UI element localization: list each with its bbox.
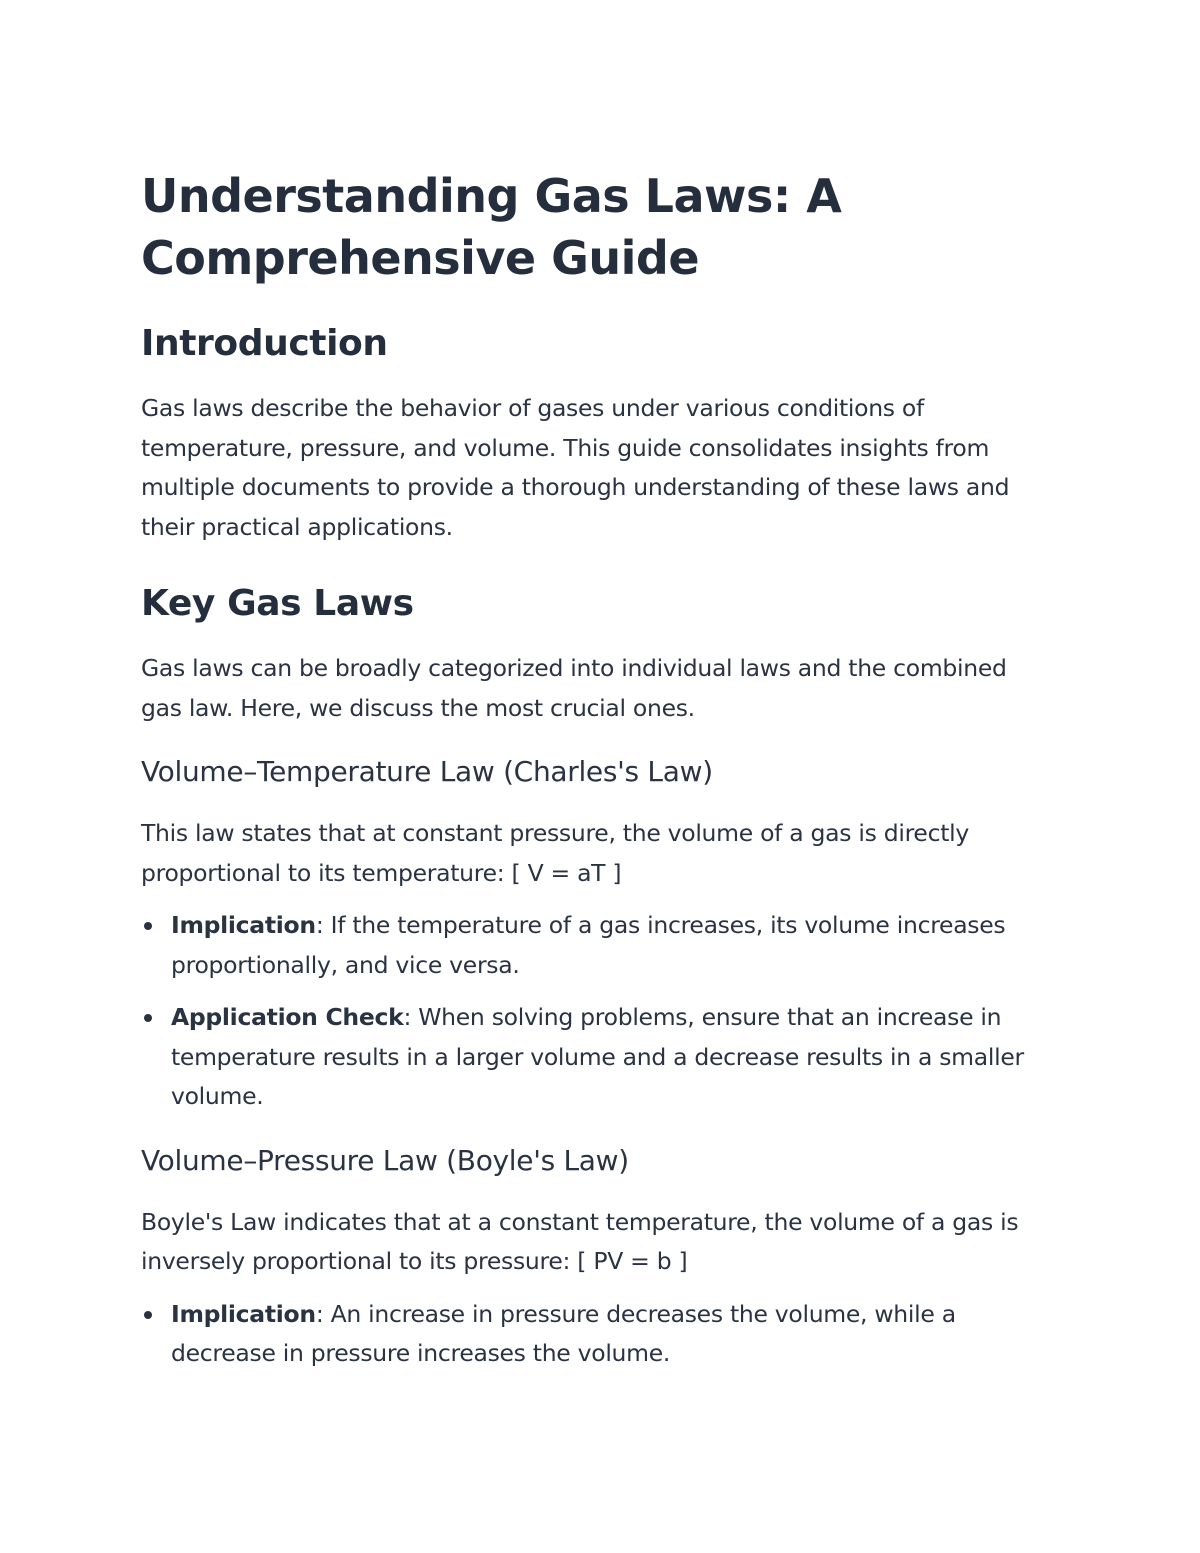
charles-law-bullet-list [141, 906, 1051, 1117]
page-title: Understanding Gas Laws: A Comprehensive Guide [141, 169, 842, 285]
list-item [141, 906, 1051, 985]
bullet-label: Implication [171, 1299, 316, 1328]
bullet-label: Implication [171, 911, 316, 939]
boyle-law-bullet-list [141, 1295, 1051, 1374]
boyle-law-paragraph: Boyle's Law indicates that at a constant temperature, the volume of a gas is inversely proportional to its pressure: [ PV = b ] [141, 1207, 1019, 1275]
list-item [141, 998, 1051, 1117]
document-content [141, 165, 1051, 1374]
boyle-law-heading: Volume–Pressure Law (Boyle's Law) [141, 1143, 629, 1177]
bullet-label: Application Check [171, 1003, 404, 1031]
bullet-icon [144, 1014, 152, 1022]
bullet-text: : If the temperature of a gas increases, its volume increases proportionally, and vice versa. [171, 911, 1006, 979]
key-gas-laws-heading: Key Gas Laws [141, 583, 414, 624]
key-gas-laws-paragraph: Gas laws can be broadly categorized into individual laws and the combined gas law. Here, we discuss the most crucial ones. [141, 654, 1007, 722]
charles-law-heading: Volume–Temperature Law (Charles's Law) [141, 755, 713, 788]
introduction-heading: Introduction [141, 323, 388, 364]
bullet-text: : When solving problems, ensure that an increase in temperature results in a larger volume and a decrease results in a smaller volume. [171, 1003, 1024, 1110]
bullet-icon [144, 922, 152, 930]
charles-law-paragraph: This law states that at constant pressure, the volume of a gas is directly proportional to its temperature: [ V = aT ] [141, 819, 969, 887]
bullet-icon [144, 1311, 152, 1319]
list-item [141, 1295, 1051, 1374]
introduction-paragraph: Gas laws describe the behavior of gases under various conditions of temperature, pressure, and volume. This guide consolidates insights from multiple documents to provide a thorough understanding of these laws and their practical applications. [141, 394, 1010, 541]
bullet-text: : An increase in pressure decreases the volume, while a decrease in pressure increases the volume. [171, 1299, 956, 1367]
